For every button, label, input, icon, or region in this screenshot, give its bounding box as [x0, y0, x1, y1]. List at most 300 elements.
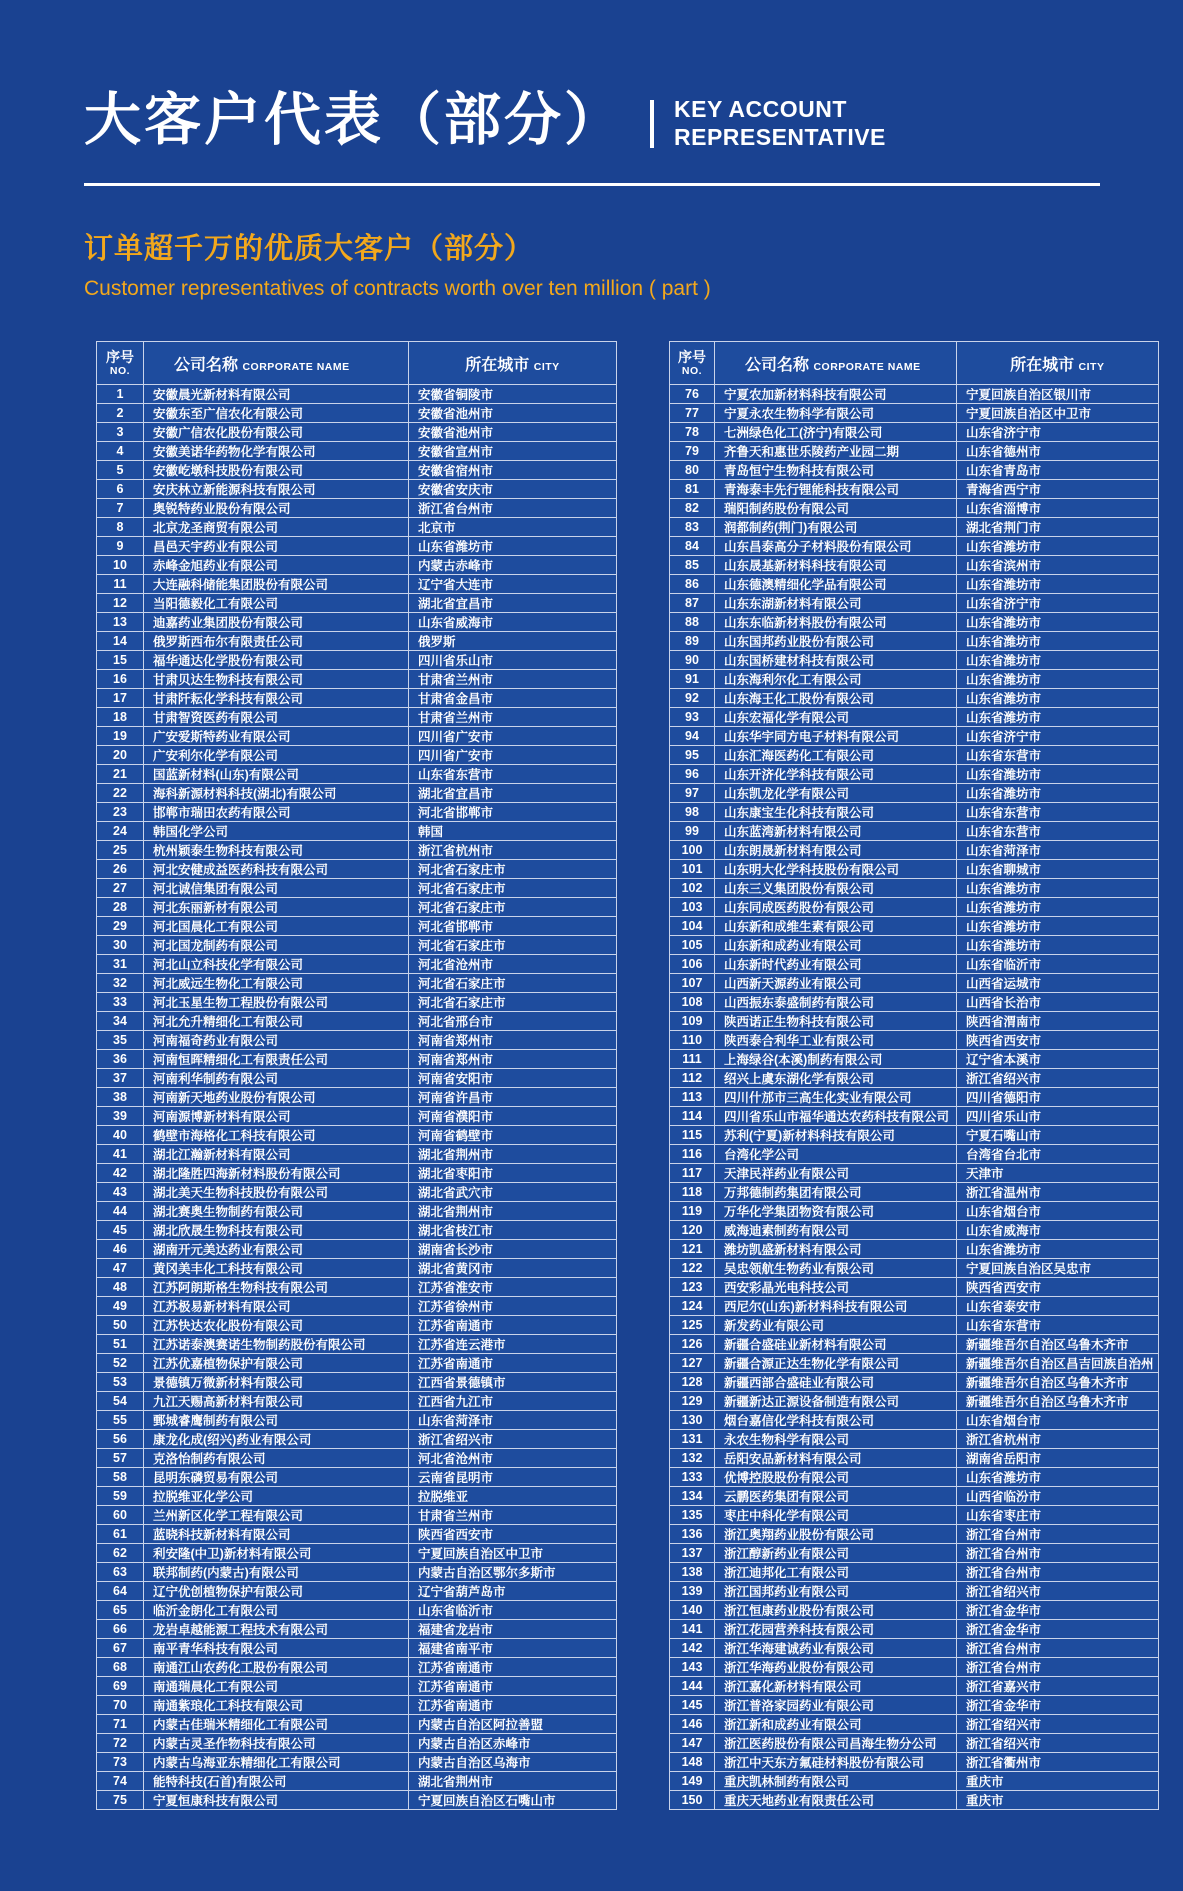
table-row: [670, 461, 1159, 480]
row-no: 109: [670, 1012, 715, 1031]
company-city: 山东省泰安市: [957, 1297, 1159, 1316]
company-name: 奥锐特药业股份有限公司: [144, 499, 409, 518]
company-city: 山东省济宁市: [957, 594, 1159, 613]
row-no: 82: [670, 499, 715, 518]
company-name: 瑞阳制药股份有限公司: [715, 499, 957, 518]
company-name: 浙江醇新药业有限公司: [715, 1544, 957, 1563]
company-city: 辽宁省本溪市: [957, 1050, 1159, 1069]
header-name: [715, 342, 957, 385]
company-city: 山东省聊城市: [957, 860, 1159, 879]
company-city: 宁夏石嘴山市: [957, 1126, 1159, 1145]
row-no: 135: [670, 1506, 715, 1525]
table-row: [670, 518, 1159, 537]
header-name-en: CORPORATE NAME: [242, 360, 350, 373]
page-title-en-line1: KEY ACCOUNT: [674, 96, 847, 122]
table-row: [670, 1088, 1159, 1107]
company-city: 河南省许昌市: [409, 1088, 617, 1107]
row-no: 43: [97, 1183, 144, 1202]
table-row: [670, 1297, 1159, 1316]
row-no: 53: [97, 1373, 144, 1392]
company-city: 台湾省台北市: [957, 1145, 1159, 1164]
table-row: [97, 518, 617, 537]
company-name: 安徽广信农化股份有限公司: [144, 423, 409, 442]
row-no: 34: [97, 1012, 144, 1031]
row-no: 94: [670, 727, 715, 746]
company-name: 利安隆(中卫)新材料有限公司: [144, 1544, 409, 1563]
company-city: 湖北省枣阳市: [409, 1164, 617, 1183]
row-no: 132: [670, 1449, 715, 1468]
page-header: [84, 90, 1183, 151]
table-row: [670, 1316, 1159, 1335]
row-no: 97: [670, 784, 715, 803]
company-name: 南通江山农药化工股份有限公司: [144, 1658, 409, 1677]
company-name: 江苏快达农化股份有限公司: [144, 1316, 409, 1335]
company-city: 山东省菏泽市: [409, 1411, 617, 1430]
table-row: [670, 1221, 1159, 1240]
company-name: 河南恒晖精细化工有限责任公司: [144, 1050, 409, 1069]
row-no: 11: [97, 575, 144, 594]
company-city: 四川省广安市: [409, 727, 617, 746]
table-row: [670, 1601, 1159, 1620]
company-name: 陕西泰合利华工业有限公司: [715, 1031, 957, 1050]
table-row: [97, 1316, 617, 1335]
page-title-en: [674, 96, 886, 151]
company-name: 蓝晓科技新材料有限公司: [144, 1525, 409, 1544]
company-name: 韩国化学公司: [144, 822, 409, 841]
table-row: [670, 1563, 1159, 1582]
company-city: 韩国: [409, 822, 617, 841]
company-name: 湖北欣晟生物科技有限公司: [144, 1221, 409, 1240]
table-row: [670, 480, 1159, 499]
company-name: 宁夏永农生物科学有限公司: [715, 404, 957, 423]
company-name: 四川什邡市三高生化实业有限公司: [715, 1088, 957, 1107]
company-name: 河北威远生物化工有限公司: [144, 974, 409, 993]
company-name: 山西振东泰盛制药有限公司: [715, 993, 957, 1012]
row-no: 91: [670, 670, 715, 689]
table-row: [97, 1696, 617, 1715]
table-row: [97, 879, 617, 898]
table-row: [97, 670, 617, 689]
row-no: 58: [97, 1468, 144, 1487]
company-city: 新疆维吾尔自治区昌吉回族自治州: [957, 1354, 1159, 1373]
table-row: [97, 1392, 617, 1411]
table-row: [670, 1639, 1159, 1658]
table-row: [670, 879, 1159, 898]
row-no: 150: [670, 1791, 715, 1810]
company-city: 重庆市: [957, 1772, 1159, 1791]
row-no: 52: [97, 1354, 144, 1373]
company-name: 国蓝新材料(山东)有限公司: [144, 765, 409, 784]
table-row: [97, 1373, 617, 1392]
table-row: [97, 404, 617, 423]
table-row: [97, 1126, 617, 1145]
row-no: 95: [670, 746, 715, 765]
table-row: [670, 1791, 1159, 1810]
row-no: 25: [97, 841, 144, 860]
row-no: 80: [670, 461, 715, 480]
table-row: [670, 1430, 1159, 1449]
row-no: 48: [97, 1278, 144, 1297]
table-row: [670, 1715, 1159, 1734]
row-no: 89: [670, 632, 715, 651]
table-row: [670, 784, 1159, 803]
company-name: 内蒙古佳瑞米精细化工有限公司: [144, 1715, 409, 1734]
row-no: 115: [670, 1126, 715, 1145]
table-row: [97, 1715, 617, 1734]
company-city: 甘肃省兰州市: [409, 670, 617, 689]
company-name: 山东康宝生化科技有限公司: [715, 803, 957, 822]
company-city: 内蒙古赤峰市: [409, 556, 617, 575]
table-row: [670, 1753, 1159, 1772]
company-city: 内蒙古自治区赤峰市: [409, 1734, 617, 1753]
company-name: 浙江华海建诚药业有限公司: [715, 1639, 957, 1658]
table-row: [97, 708, 617, 727]
table-row: [97, 1658, 617, 1677]
table-row: [670, 385, 1159, 404]
left-table: [96, 341, 617, 1810]
row-no: 36: [97, 1050, 144, 1069]
table-row: [670, 1411, 1159, 1430]
company-name: 广安利尔化学有限公司: [144, 746, 409, 765]
row-no: 147: [670, 1734, 715, 1753]
row-no: 26: [97, 860, 144, 879]
company-name: 潍坊凯盛新材料有限公司: [715, 1240, 957, 1259]
row-no: 62: [97, 1544, 144, 1563]
table-row: [97, 1506, 617, 1525]
table-row: [97, 480, 617, 499]
company-city: 山东省济宁市: [957, 423, 1159, 442]
company-city: 山东省潍坊市: [957, 898, 1159, 917]
company-name: 安徽屹墩科技股份有限公司: [144, 461, 409, 480]
company-city: 湖北省荆州市: [409, 1772, 617, 1791]
company-city: 湖北省宜昌市: [409, 594, 617, 613]
company-city: 湖北省武穴市: [409, 1183, 617, 1202]
row-no: 138: [670, 1563, 715, 1582]
row-no: 142: [670, 1639, 715, 1658]
company-name: 湖北隆胜四海新材料股份有限公司: [144, 1164, 409, 1183]
row-no: 54: [97, 1392, 144, 1411]
right-table: [669, 341, 1159, 1810]
company-city: 四川省乐山市: [957, 1107, 1159, 1126]
company-name: 重庆天地药业有限责任公司: [715, 1791, 957, 1810]
company-city: 河南省安阳市: [409, 1069, 617, 1088]
row-no: 32: [97, 974, 144, 993]
table-row: [670, 556, 1159, 575]
row-no: 61: [97, 1525, 144, 1544]
company-name: 新疆合源正达生物化学有限公司: [715, 1354, 957, 1373]
company-name: 山东海王化工股份有限公司: [715, 689, 957, 708]
row-no: 16: [97, 670, 144, 689]
company-name: 河北东丽新材有限公司: [144, 898, 409, 917]
header-no: [97, 342, 144, 385]
company-city: 宁夏回族自治区中卫市: [957, 404, 1159, 423]
company-name: 吴忠领航生物药业有限公司: [715, 1259, 957, 1278]
company-city: 四川省乐山市: [409, 651, 617, 670]
row-no: 99: [670, 822, 715, 841]
company-city: 浙江省绍兴市: [409, 1430, 617, 1449]
company-name: 山东三义集团股份有限公司: [715, 879, 957, 898]
company-city: 安徽省池州市: [409, 404, 617, 423]
table-row: [670, 1658, 1159, 1677]
company-city: 浙江省台州市: [957, 1544, 1159, 1563]
table-row: [670, 1373, 1159, 1392]
company-name: 湖北赛奥生物制药有限公司: [144, 1202, 409, 1221]
company-name: 陕西诺正生物科技有限公司: [715, 1012, 957, 1031]
table-row: [670, 1183, 1159, 1202]
company-city: 江苏省淮安市: [409, 1278, 617, 1297]
company-name: 山东朗晟新材料有限公司: [715, 841, 957, 860]
table-row: [97, 1145, 617, 1164]
row-no: 110: [670, 1031, 715, 1050]
company-city: 河北省邢台市: [409, 1012, 617, 1031]
table-row: [97, 1221, 617, 1240]
table-row: [97, 974, 617, 993]
company-name: 西尼尔(山东)新材料科技有限公司: [715, 1297, 957, 1316]
row-no: 72: [97, 1734, 144, 1753]
table-row: [670, 651, 1159, 670]
company-name: 浙江国邦药业有限公司: [715, 1582, 957, 1601]
row-no: 87: [670, 594, 715, 613]
table-row: [97, 1031, 617, 1050]
row-no: 51: [97, 1335, 144, 1354]
row-no: 96: [670, 765, 715, 784]
company-city: 江苏省南通市: [409, 1316, 617, 1335]
table-row: [670, 1107, 1159, 1126]
tables-container: [96, 341, 1183, 1810]
company-city: 山东省东营市: [409, 765, 617, 784]
table-row: [97, 955, 617, 974]
row-no: 69: [97, 1677, 144, 1696]
company-name: 克洛怡制药有限公司: [144, 1449, 409, 1468]
row-no: 77: [670, 404, 715, 423]
company-name: 河南新天地药业股份有限公司: [144, 1088, 409, 1107]
company-city: 新疆维吾尔自治区乌鲁木齐市: [957, 1335, 1159, 1354]
company-city: 山东省淄博市: [957, 499, 1159, 518]
company-city: 山东省临沂市: [957, 955, 1159, 974]
company-name: 天津民祥药业有限公司: [715, 1164, 957, 1183]
company-city: 宁夏回族自治区石嘴山市: [409, 1791, 617, 1810]
company-city: 陕西省西安市: [957, 1031, 1159, 1050]
company-name: 兰州新区化学工程有限公司: [144, 1506, 409, 1525]
company-city: 山东省潍坊市: [957, 784, 1159, 803]
table-row: [670, 1506, 1159, 1525]
table-row: [97, 537, 617, 556]
header-row: [97, 342, 617, 385]
company-city: 江苏省南通市: [409, 1677, 617, 1696]
company-name: 联邦制药(内蒙古)有限公司: [144, 1563, 409, 1582]
row-no: 1: [97, 385, 144, 404]
row-no: 13: [97, 613, 144, 632]
row-no: 134: [670, 1487, 715, 1506]
table-row: [97, 423, 617, 442]
header-city-cn: 所在城市: [465, 356, 530, 374]
row-no: 24: [97, 822, 144, 841]
company-name: 河北国晨化工有限公司: [144, 917, 409, 936]
company-name: 康龙化成(绍兴)药业有限公司: [144, 1430, 409, 1449]
company-city: 江苏省连云港市: [409, 1335, 617, 1354]
company-name: 岳阳安品新材料有限公司: [715, 1449, 957, 1468]
company-city: 江苏省徐州市: [409, 1297, 617, 1316]
page-title-en-line2: REPRESENTATIVE: [674, 123, 886, 150]
company-city: 云南省昆明市: [409, 1468, 617, 1487]
row-no: 49: [97, 1297, 144, 1316]
company-city: 江苏省南通市: [409, 1658, 617, 1677]
company-name: 山东新和成药业有限公司: [715, 936, 957, 955]
company-name: 河北允升精细化工有限公司: [144, 1012, 409, 1031]
table-row: [97, 917, 617, 936]
company-name: 七洲绿色化工(济宁)有限公司: [715, 423, 957, 442]
table-row: [670, 423, 1159, 442]
company-city: 山东省潍坊市: [957, 936, 1159, 955]
company-name: 辽宁优创植物保护有限公司: [144, 1582, 409, 1601]
company-name: 江苏诺泰澳赛诺生物制药股份有限公司: [144, 1335, 409, 1354]
row-no: 122: [670, 1259, 715, 1278]
company-city: 河北省石家庄市: [409, 993, 617, 1012]
company-name: 昌邑天宇药业有限公司: [144, 537, 409, 556]
company-city: 重庆市: [957, 1791, 1159, 1810]
table-row: [670, 936, 1159, 955]
company-name: 万邦德制药集团有限公司: [715, 1183, 957, 1202]
company-name: 大连融科储能集团股份有限公司: [144, 575, 409, 594]
row-no: 146: [670, 1715, 715, 1734]
table-row: [670, 1468, 1159, 1487]
company-city: 宁夏回族自治区银川市: [957, 385, 1159, 404]
row-no: 149: [670, 1772, 715, 1791]
table-row: [670, 1392, 1159, 1411]
company-name: 安徽美诺华药物化学有限公司: [144, 442, 409, 461]
row-no: 131: [670, 1430, 715, 1449]
company-name: 新发药业有限公司: [715, 1316, 957, 1335]
company-name: 九江天赐高新材料有限公司: [144, 1392, 409, 1411]
row-no: 75: [97, 1791, 144, 1810]
left-table-header: [97, 342, 617, 385]
title-divider: [650, 100, 654, 148]
company-name: 山东国邦药业股份有限公司: [715, 632, 957, 651]
table-row: [670, 765, 1159, 784]
company-city: 陕西省渭南市: [957, 1012, 1159, 1031]
company-city: 北京市: [409, 518, 617, 537]
table-row: [97, 841, 617, 860]
company-name: 河北国龙制药有限公司: [144, 936, 409, 955]
table-row: [97, 1411, 617, 1430]
row-no: 93: [670, 708, 715, 727]
row-no: 73: [97, 1753, 144, 1772]
row-no: 5: [97, 461, 144, 480]
row-no: 40: [97, 1126, 144, 1145]
row-no: 74: [97, 1772, 144, 1791]
company-city: 内蒙古自治区阿拉善盟: [409, 1715, 617, 1734]
company-name: 安庆林立新能源科技有限公司: [144, 480, 409, 499]
company-name: 万华化学集团物资有限公司: [715, 1202, 957, 1221]
company-city: 内蒙古自治区鄂尔多斯市: [409, 1563, 617, 1582]
row-no: 67: [97, 1639, 144, 1658]
company-city: 山东省潍坊市: [957, 651, 1159, 670]
company-city: 湖北省宜昌市: [409, 784, 617, 803]
company-city: 山东省东营市: [957, 1316, 1159, 1335]
row-no: 76: [670, 385, 715, 404]
company-name: 齐鲁天和惠世乐陵药产业园二期: [715, 442, 957, 461]
table-row: [670, 1677, 1159, 1696]
table-row: [97, 784, 617, 803]
company-name: 浙江迪邦化工有限公司: [715, 1563, 957, 1582]
table-row: [97, 575, 617, 594]
company-name: 威海迪素制药有限公司: [715, 1221, 957, 1240]
table-row: [670, 1696, 1159, 1715]
company-name: 青岛恒宁生物科技有限公司: [715, 461, 957, 480]
table-row: [670, 689, 1159, 708]
company-city: 河北省沧州市: [409, 1449, 617, 1468]
table-row: [670, 727, 1159, 746]
company-name: 河南源博新材料有限公司: [144, 1107, 409, 1126]
table-row: [97, 1544, 617, 1563]
company-city: 山东省临沂市: [409, 1601, 617, 1620]
company-city: 河南省鹤壁市: [409, 1126, 617, 1145]
company-name: 江苏阿朗斯格生物科技有限公司: [144, 1278, 409, 1297]
company-city: 河北省邯郸市: [409, 917, 617, 936]
table-row: [670, 670, 1159, 689]
row-no: 50: [97, 1316, 144, 1335]
company-name: 湖北江瀚新材料有限公司: [144, 1145, 409, 1164]
row-no: 37: [97, 1069, 144, 1088]
row-no: 6: [97, 480, 144, 499]
subtitle-en: Customer representatives of contracts worth over ten million ( part ): [84, 277, 711, 301]
company-city: 江苏省南通市: [409, 1696, 617, 1715]
company-name: 迪嘉药业集团股份有限公司: [144, 613, 409, 632]
table-row: [670, 1259, 1159, 1278]
company-city: 福建省南平市: [409, 1639, 617, 1658]
company-city: 湖北省黄冈市: [409, 1259, 617, 1278]
company-name: 安徽晨光新材料有限公司: [144, 385, 409, 404]
company-name: 黄冈美丰化工科技有限公司: [144, 1259, 409, 1278]
table-row: [97, 1335, 617, 1354]
company-city: 山东省枣庄市: [957, 1506, 1159, 1525]
company-city: 河北省沧州市: [409, 955, 617, 974]
company-city: 山东省济宁市: [957, 727, 1159, 746]
company-name: 浙江医药股份有限公司昌海生物分公司: [715, 1734, 957, 1753]
row-no: 128: [670, 1373, 715, 1392]
table-row: [97, 1449, 617, 1468]
company-city: 浙江省绍兴市: [957, 1715, 1159, 1734]
company-city: 安徽省安庆市: [409, 480, 617, 499]
row-no: 114: [670, 1107, 715, 1126]
company-city: 山东省潍坊市: [957, 632, 1159, 651]
company-name: 当阳德毅化工有限公司: [144, 594, 409, 613]
company-city: 浙江省绍兴市: [957, 1069, 1159, 1088]
table-row: [670, 1069, 1159, 1088]
row-no: 3: [97, 423, 144, 442]
company-name: 河北山立科技化学有限公司: [144, 955, 409, 974]
header-city: [957, 342, 1159, 385]
table-row: [97, 651, 617, 670]
table-row: [97, 1468, 617, 1487]
company-name: 鹤壁市海格化工科技有限公司: [144, 1126, 409, 1145]
company-city: 福建省龙岩市: [409, 1620, 617, 1639]
table-row: [97, 1620, 617, 1639]
table-row: [97, 1601, 617, 1620]
table-row: [670, 803, 1159, 822]
table-row: [670, 1278, 1159, 1297]
company-city: 天津市: [957, 1164, 1159, 1183]
header-city: [409, 342, 617, 385]
row-no: 123: [670, 1278, 715, 1297]
row-no: 27: [97, 879, 144, 898]
table-row: [97, 936, 617, 955]
table-row: [97, 632, 617, 651]
table-row: [97, 499, 617, 518]
table-row: [97, 1582, 617, 1601]
table-row: [670, 1544, 1159, 1563]
company-city: 浙江省台州市: [409, 499, 617, 518]
